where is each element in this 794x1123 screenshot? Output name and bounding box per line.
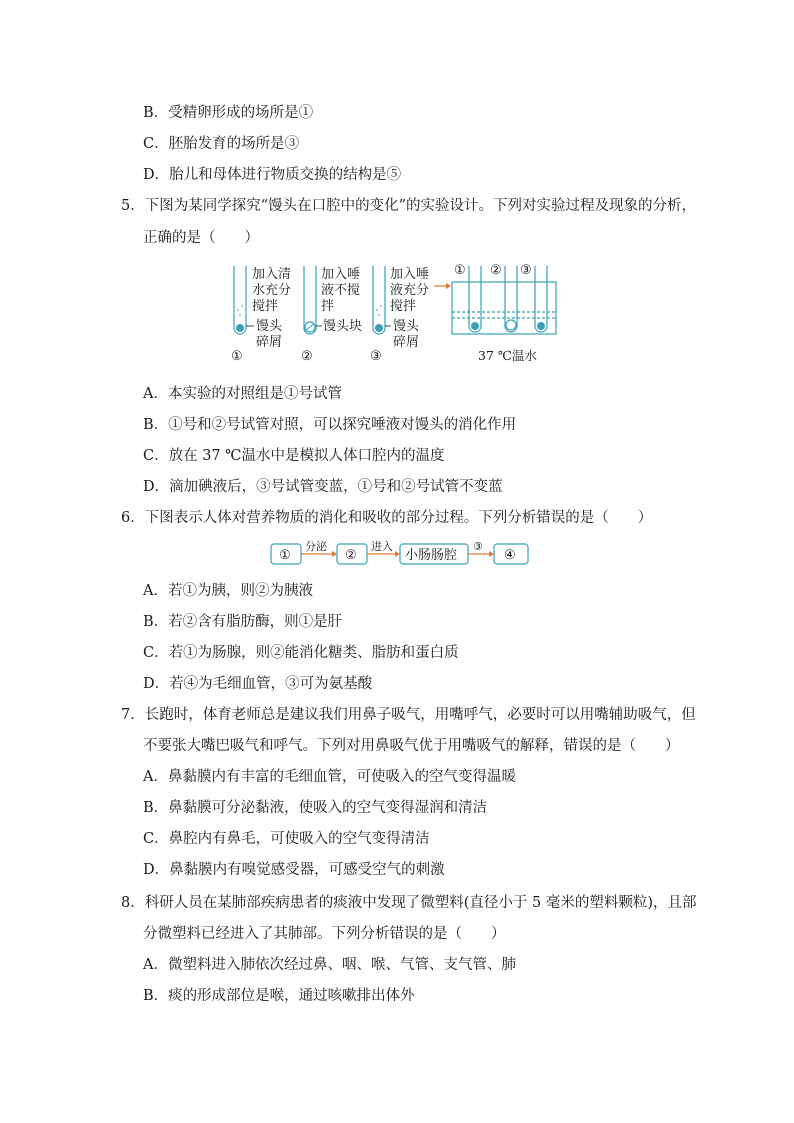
- q8-option-b: B．痰的形成部位是喉，通过咳嗽排出体外: [143, 988, 415, 1004]
- q7-option-d: D．鼻黏膜内有嗅觉感受器，可感受空气的刺激: [143, 862, 445, 878]
- tube1-label-3: 搅拌: [252, 299, 279, 314]
- tube3-label-2: 液充分: [390, 283, 430, 298]
- tube2-number: ②: [301, 349, 313, 364]
- q8-stem-line2: 分微塑料已经进入了其肺部。下列分析错误的是（ ）: [143, 926, 506, 942]
- tube3-sub-2: 碎屑: [393, 335, 420, 350]
- tube2-sub: 馒头块: [323, 319, 363, 334]
- tube3-sub-1: 馒头: [393, 319, 420, 334]
- q5-option-c: C．放在 37 ℃温水中是模拟人体口腔内的温度: [143, 448, 445, 464]
- q5-option-a: A．本实验的对照组是①号试管: [143, 386, 342, 402]
- bath-tube-1-number: ①: [454, 263, 466, 278]
- tube1-sub-2: 碎屑: [256, 335, 283, 350]
- tube3-number: ③: [370, 349, 382, 364]
- q7-stem-line1: 7．长跑时，体育老师总是建议我们用鼻子吸气，用嘴呼气，必要时可以用嘴辅助吸气，但: [121, 707, 696, 723]
- flow-arrow-3-label: ③: [473, 540, 483, 553]
- q4-option-c: C．胚胎发育的场所是③: [143, 136, 300, 152]
- tube2-label-2: 液不搅: [321, 283, 361, 298]
- q7-stem-line2: 不要张大嘴巴吸气和呼气。下列对用鼻吸气优于用嘴吸气的解释，错误的是（ ）: [143, 738, 680, 754]
- flow-arrow-1-label: 分泌: [305, 540, 327, 553]
- q4-option-d: D．胎儿和母体进行物质交换的结构是⑤: [143, 167, 402, 183]
- q4-option-b: B．受精卵形成的场所是①: [143, 105, 314, 121]
- q5-experiment-figure: [228, 260, 564, 370]
- q6-option-d: D．若④为毛细血管，③可为氨基酸: [143, 676, 373, 692]
- tube2-label-1: 加入唾: [321, 267, 361, 282]
- tube1-label-2: 水充分: [252, 283, 292, 298]
- q6-option-a: A．若①为胰，则②为胰液: [143, 583, 313, 599]
- flow-box-2-text: ②: [345, 548, 357, 563]
- q5-stem-line1: 5．下图为某同学探究“馒头在口腔中的变化”的实验设计。下列对实验过程及现象的分析，: [121, 198, 697, 214]
- flow-box-3-text: 小肠肠腔: [405, 548, 458, 563]
- tube3-label-1: 加入唾: [390, 267, 430, 282]
- q7-option-a: A．鼻黏膜内有丰富的毛细血管，可使吸入的空气变得温暖: [143, 769, 516, 785]
- q7-option-b: B．鼻黏膜可分泌黏液，使吸入的空气变得湿润和清洁: [143, 800, 488, 816]
- test-tube-3: [373, 266, 385, 334]
- tube2-label-3: 拌: [321, 299, 335, 314]
- q6-stem-line1: 6．下图表示人体对营养物质的消化和吸收的部分过程。下列分析错误的是（ ）: [121, 510, 653, 526]
- tube3-label-3: 搅拌: [390, 299, 417, 314]
- bath-tube-3-number: ③: [520, 263, 532, 278]
- q7-option-c: C．鼻腔内有鼻毛，可使吸入的空气变得清洁: [143, 831, 430, 847]
- q5-stem-line2: 正确的是（ ）: [143, 230, 259, 246]
- q6-option-b: B．若②含有脂肪酶，则①是肝: [143, 614, 343, 630]
- tube1-label-1: 加入清: [252, 267, 292, 282]
- test-tube-1: [234, 266, 246, 334]
- q8-option-a: A．微塑料进入肺依次经过鼻、咽、喉、气管、支气管、肺: [143, 957, 516, 973]
- q8-stem-line1: 8．科研人员在某肺部疾病患者的痰液中发现了微塑料(直径小于 5 毫米的塑料颗粒)，且部: [121, 895, 697, 911]
- flow-box-4-text: ④: [504, 548, 516, 563]
- tube1-number: ①: [231, 349, 243, 364]
- q5-option-d: D．滴加碘液后，③号试管变蓝，①号和②号试管不变蓝: [143, 479, 503, 495]
- q6-flow-diagram: [270, 538, 532, 570]
- flow-arrow-2-label: 进入: [371, 540, 393, 553]
- tube1-sub-1: 馒头: [256, 319, 283, 334]
- bath-tube-2-number: ②: [490, 263, 502, 278]
- q5-option-b: B．①号和②号试管对照，可以探究唾液对馒头的消化作用: [143, 417, 517, 433]
- q6-option-c: C．若①为肠腺，则②能消化糖类、脂肪和蛋白质: [143, 645, 459, 661]
- flow-box-1-text: ①: [279, 548, 291, 563]
- bath-caption: 37 ℃温水: [478, 348, 537, 363]
